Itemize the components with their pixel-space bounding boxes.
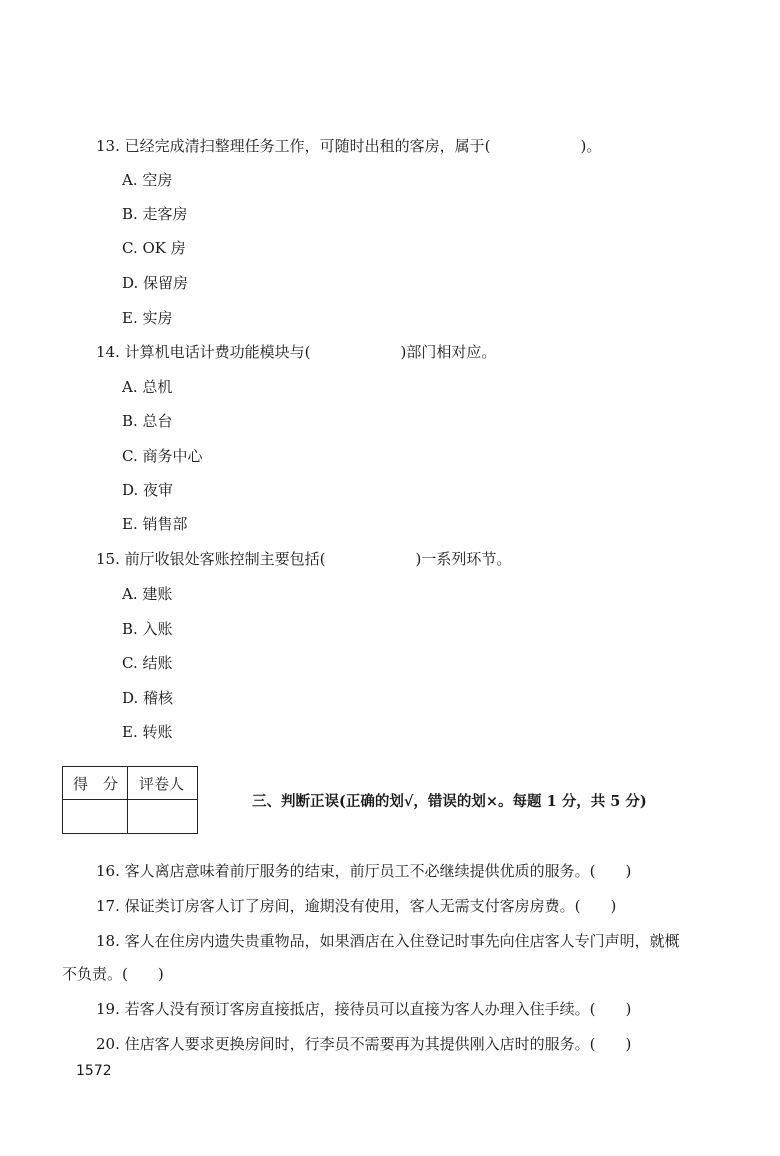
question-15-option-d: D. 稽核: [122, 689, 174, 707]
question-13-option-b: B. 走客房: [122, 205, 188, 223]
question-13-option-c: C. OK 房: [122, 239, 186, 257]
grade-table-header-line: [63, 799, 197, 800]
question-19-text: 19. 若客人没有预订客房直接抵店，接待员可以直接为客人办理入住手续。( ): [96, 1000, 632, 1018]
question-15-option-c: C. 结账: [122, 654, 173, 672]
question-15-option-a: A. 建账: [122, 585, 173, 603]
question-18-text-line1: 18. 客人在住房内遗失贵重物品，如果酒店在入住登记时事先向住店客人专门声明，就概: [96, 932, 680, 950]
grade-table: [62, 766, 198, 834]
question-14-text: 14. 计算机电话计费功能模块与( )部门相对应。: [96, 343, 497, 361]
question-14-option-b: B. 总台: [122, 412, 173, 430]
question-13-option-a: A. 空房: [122, 171, 173, 189]
section-3-title: 三、判断正误(正确的划√，错误的划×。每题 1 分，共 5 分): [252, 793, 647, 810]
page-number: 1572: [76, 1063, 112, 1079]
question-13-option-e: E. 实房: [122, 309, 173, 327]
question-14-option-a: A. 总机: [122, 378, 173, 396]
question-13-option-d: D. 保留房: [122, 274, 189, 292]
question-15-option-e: E. 转账: [122, 723, 173, 741]
grade-table-divider: [127, 767, 128, 833]
grader-header: 评卷人: [139, 775, 185, 793]
question-14-option-e: E. 销售部: [122, 515, 188, 533]
question-16-text: 16. 客人离店意味着前厅服务的结束，前厅员工不必继续提供优质的服务。( ): [96, 862, 632, 880]
question-14-option-d: D. 夜审: [122, 481, 174, 499]
question-14-option-c: C. 商务中心: [122, 447, 203, 465]
question-17-text: 17. 保证类订房客人订了房间，逾期没有使用，客人无需支付客房房费。( ): [96, 897, 617, 915]
question-15-option-b: B. 入账: [122, 620, 173, 638]
question-15-text: 15. 前厅收银处客账控制主要包括( )一系列环节。: [96, 550, 512, 568]
question-20-text: 20. 住店客人要求更换房间时，行李员不需要再为其提供刚入店时的服务。( ): [96, 1035, 632, 1053]
score-header: 得 分: [73, 775, 119, 793]
question-18-text-line2: 不负责。( ): [62, 965, 164, 983]
question-13-text: 13. 已经完成清扫整理任务工作，可随时出租的客房，属于( )。: [96, 137, 602, 155]
